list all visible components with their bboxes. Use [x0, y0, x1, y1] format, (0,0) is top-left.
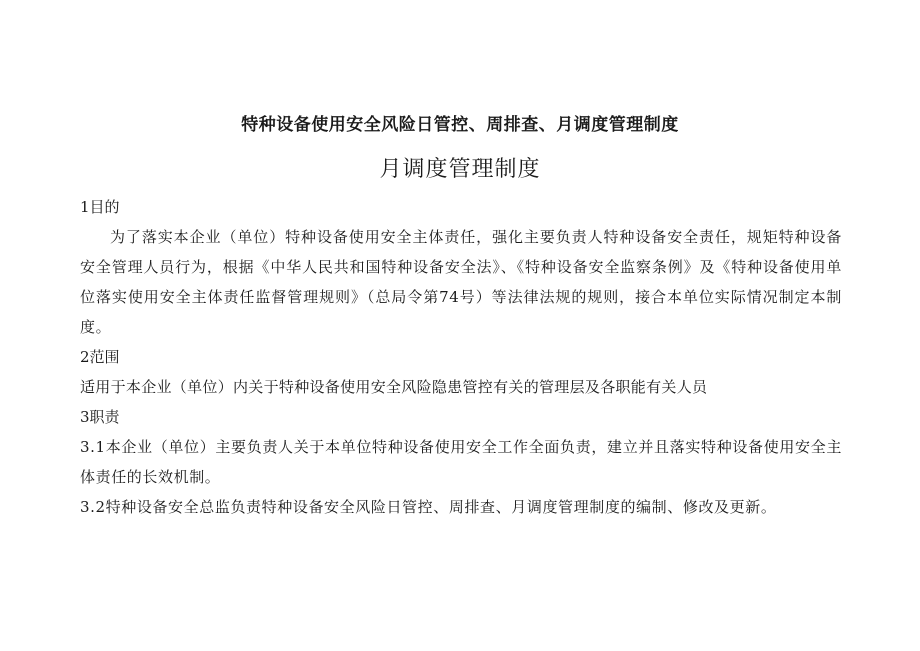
section-heading-scope: 2范围 — [80, 348, 120, 366]
section-body-scope: 适用于本企业（单位）内关于特种设备使用安全风险隐患管控有关的管理层及各职能有关人员 — [80, 378, 708, 396]
section-body-purpose: 为了落实本企业（单位）特种设备使用安全主体责任，强化主要负责人特种设备安全责任，规矩特种设备安全管理人员行为，根据《中华人民共和国特种设备安全法》、《特种设备安全监察条例》及《特种设备使用单位落实使用安全主体责任监督管理规则》（总局令第74号）等法律法规的规则，接合本单位实际情况制定本制度。 — [80, 228, 842, 336]
document-subtitle: 月调度管理制度 — [379, 157, 541, 182]
document-title: 特种设备使用安全风险日管控、周排查、月调度管理制度 — [241, 115, 679, 135]
section-item-3-2: 3.2特种设备安全总监负责特种设备安全风险日管控、周排查、月调度管理制度的编制、修改及更新。 — [80, 498, 777, 516]
section-item-3-1: 3.1本企业（单位）主要负责人关于本单位特种设备使用安全工作全面负责，建立并且落实特种设备使用安全主体责任的长效机制。 — [80, 438, 842, 486]
section-heading-duties: 3职责 — [80, 408, 120, 426]
document-body — [80, 192, 842, 522]
section-heading-purpose: 1目的 — [80, 198, 120, 216]
